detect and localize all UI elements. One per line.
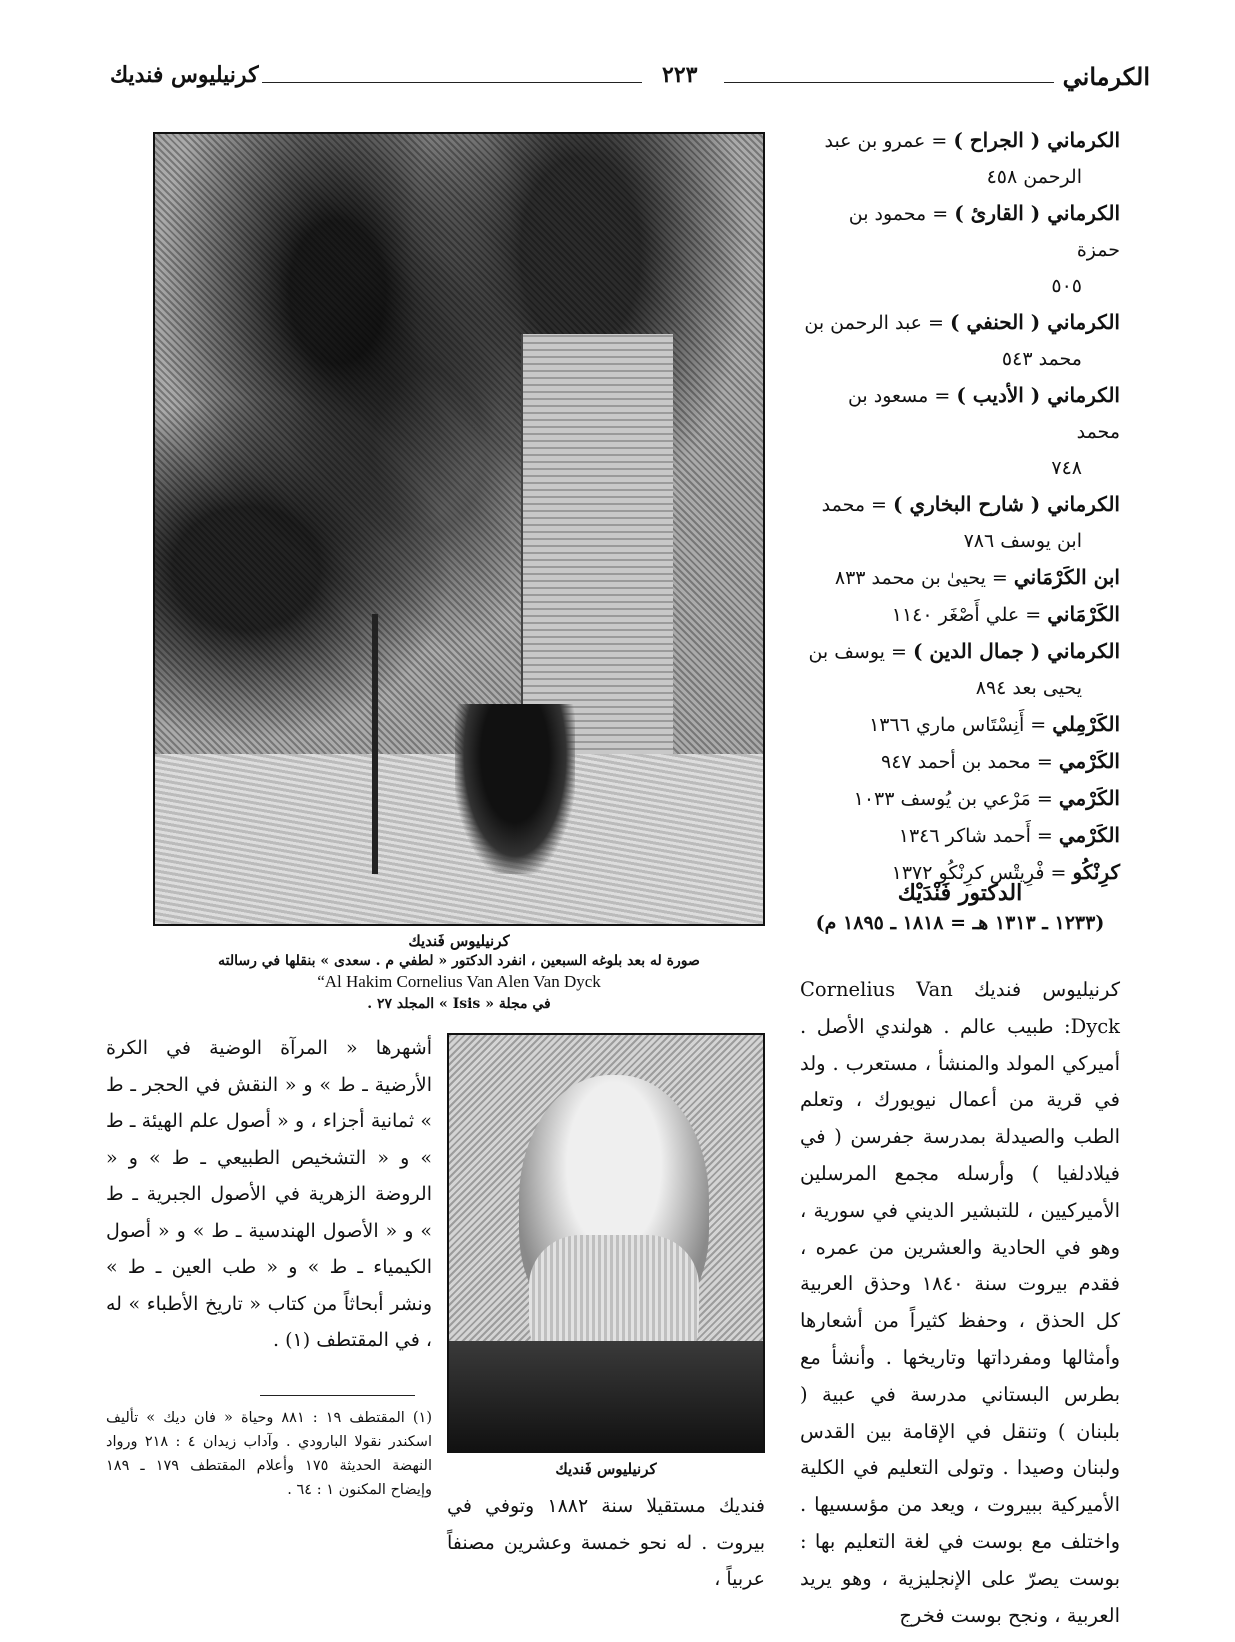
index-entry: [800, 633, 1120, 706]
entry-continuation: ٧٤٨: [1051, 457, 1082, 479]
index-entry: [800, 377, 1120, 486]
entry-reference: = محمود بن حمزة: [848, 203, 1120, 261]
index-entry: [800, 304, 1120, 377]
header-rule-right: [724, 82, 1054, 83]
photo1-caption-line3: في مجلة « Isis » المجلد ٢٧ .: [367, 996, 551, 1012]
portrait-photo-garden: [153, 132, 765, 926]
entry-name: الكَرْمَاني: [1047, 602, 1120, 626]
index-entry: [800, 743, 1120, 780]
entry-continuation: ٥٠٥: [1051, 275, 1082, 297]
page-header: [82, 62, 1150, 98]
entry-reference: = فْرِيتْس كرِنْكُو ١٣٧٢: [891, 862, 1067, 884]
entry-name: الكرماني ( الحنفي ): [950, 310, 1120, 334]
entry-name: الكَرْمي: [1058, 823, 1120, 847]
entry-reference: = يحيىٰ بن محمد ٨٣٣: [834, 567, 1008, 589]
photo2-caption: كرنيليوس فَنديك: [555, 1460, 657, 1478]
index-entries: [800, 122, 1120, 891]
photo-seated-figures: [455, 704, 575, 874]
entry-name: الكرماني ( القارئ ): [954, 201, 1120, 225]
continuation-text: فنديك مستقيلا سنة ١٨٨٢ وتوفي في بيروت . له نحو خمسة وعشرين مصنفاً عربياً ،: [447, 1495, 766, 1590]
entry-continuation: ابن يوسف ٧٨٦: [963, 530, 1082, 552]
header-rule-left: [262, 82, 642, 83]
index-entry: [800, 780, 1120, 817]
biography-text: كرنيليوس فنديك Cornelius Van Dyck: طبيب عالم . هولندي الأصل . أميركي المولد والمنشأ ، مستعرب . ولد في قرية من أعمال نيويورك ، وتعلم الطب والصيدلة بمدرسة جفرسن ( في فيلادلفيا ) وأرسله مجمع المرسلين الأميركيين ، للتبشير الديني في سورية ، وهو في الحادية والعشرين من عمره ، فقدم بيروت سنة ١٨٤٠ وحذق العربية كل الحذق ، وحفظ كثيراً من أشعارها وأمثالها ومفرداتها وتاريخها . وأنشأ مع بطرس البستاني مدرسة في عبية ( بلبنان ) وتنقل في الإقامة بين القدس ولبنان وصيدا . وتولى التعليم في الكلية الأميركية ببيروت ، ويعد من مؤسسيها . واختلف مع بوست في لغة التعليم بها : بوست يصرّ على الإنجليزية ، وهو يريد العربية ، ونجح بوست فخرج: [800, 978, 1121, 1627]
entry-reference: = يوسف بن: [808, 641, 907, 663]
entry-name: الكَرْمي: [1058, 786, 1120, 810]
index-entry: [800, 195, 1120, 304]
photo1-caption-title: كرنيليوس فَنديك: [408, 932, 510, 950]
works-list-text: أشهرها « المرآة الوضية في الكرة الأرضية ـ ط » و « النقش في الحجر ـ ط » ثمانية أجزاء ، و « أصول علم الهيئة ـ ط » و « التشخيص الطبيعي ـ ط » و « الروضة الزهرية في الأصول الجبرية ـ ط » و « الأصول الهندسية ـ ط » و « أصول الكيمياء ـ ط » و « طب العين ـ ط » ونشر أبحاثاً من كتاب « تاريخ الأطباء » له ، في المقتطف (١) .: [106, 1037, 432, 1351]
photo1-caption-line2: “Al Hakim Cornelius Van Alen Van Dyck: [317, 972, 601, 991]
entry-reference: = علي أَصْغَر ١١٤٠: [891, 604, 1042, 626]
entry-name: الكَرْمِلي: [1052, 712, 1120, 736]
entry-continuation: يحيى بعد ٨٩٤: [975, 677, 1082, 699]
entry-reference: = عمرو بن عبد: [824, 130, 948, 152]
index-entry: [800, 596, 1120, 633]
entry-name: الكرماني ( الجراح ): [953, 128, 1120, 152]
index-entry: [800, 706, 1120, 743]
index-entry: [800, 559, 1120, 596]
footnote-rule: [260, 1395, 415, 1396]
entry-reference: = أَنِسْتَاس ماري ١٣٦٦: [869, 714, 1047, 736]
index-entry: [800, 486, 1120, 559]
footnote-text: (١) المقتطف ١٩ : ٨٨١ وحياة « فان ديك » تأليف اسكندر نقولا البارودي . وآداب زيدان ٤ : ٢١٨ ورواد النهضة الحديثة ١٧٥ وأعلام المقتطف ١٧٩ ـ ١٨٩ وإيضاح المكنون ١ : ٦٤ .: [106, 1410, 432, 1498]
entry-reference: = محمد بن أحمد ٩٤٧: [880, 751, 1053, 773]
index-entry: [800, 122, 1120, 195]
entry-continuation: محمد ٥٤٣: [1001, 348, 1082, 370]
entry-reference: = مَرْعي بن يُوسف ١٠٣٣: [853, 788, 1053, 810]
running-title-right: الكرماني: [1062, 62, 1150, 91]
entry-reference: = محمد: [821, 494, 887, 516]
entry-name: الكرماني ( جمال الدين ): [912, 639, 1120, 663]
portrait-photo-bearded-man: [447, 1033, 765, 1453]
entry-reference: = أَحمد شاكر ١٣٤٦: [898, 825, 1053, 847]
page-number: ٢٢٣: [662, 62, 698, 88]
index-entry: [800, 817, 1120, 854]
photo-coat: [449, 1341, 763, 1451]
running-title-left: كرنيليوس فنديك: [110, 62, 259, 88]
entry-name: الكرماني ( الأديب ): [956, 383, 1120, 407]
section-dates: (١٢٣٣ ـ ١٣١٣ هـ = ١٨١٨ ـ ١٨٩٥ م): [815, 912, 1105, 934]
entry-continuation: الرحمن ٤٥٨: [986, 166, 1082, 188]
entry-name: الكَرْمي: [1058, 749, 1120, 773]
section-heading: [800, 880, 1120, 934]
entry-reference: = عبد الرحمن بن: [804, 312, 944, 334]
photo1-caption-line1: صورة له بعد بلوغه السبعين ، انفرد الدكتور « لطفي م . سعدى » بنقلها في رسالته: [218, 953, 700, 969]
entry-name: ابن الكَرْمَاني: [1013, 565, 1120, 589]
section-title: الدكتور فَنْدَيْك: [897, 880, 1023, 906]
photo-potted-plant: [345, 614, 405, 874]
entry-reference: = مسعود بن محمد: [847, 385, 1120, 443]
entry-name: الكرماني ( شارح البخاري ): [893, 492, 1120, 516]
entry-name: كرِنْكُو: [1072, 860, 1120, 884]
